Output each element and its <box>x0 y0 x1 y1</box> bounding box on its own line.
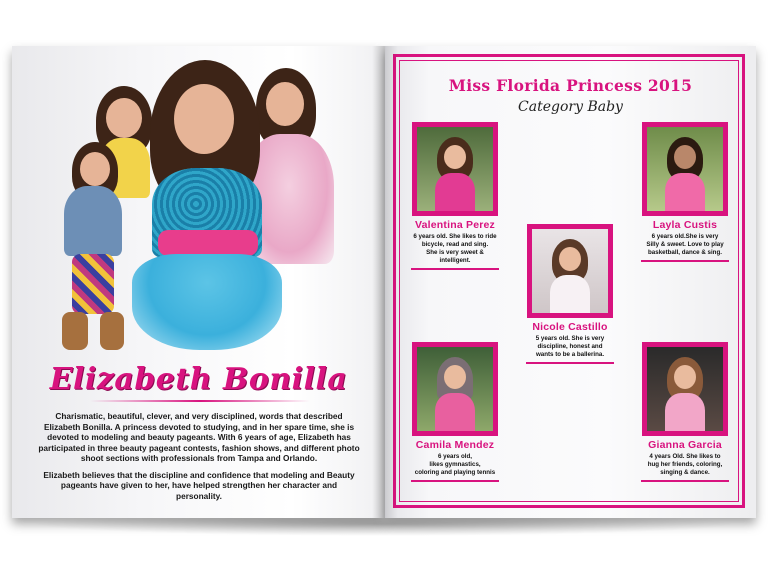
card-underline <box>641 260 729 262</box>
contestant-description: 5 years old. She is very discipline, honest and wants to be a ballerina. <box>535 335 605 358</box>
contestant-photo <box>642 122 728 216</box>
featured-bio <box>38 411 360 507</box>
photo-girl-center <box>122 60 292 360</box>
card-underline <box>641 480 729 482</box>
contestant-description: 4 years Old. She likes to hug her friends, coloring, singing & dance. <box>647 453 723 476</box>
magazine-spread <box>12 46 756 518</box>
book-spine <box>372 46 398 518</box>
contestant-name: Valentina Perez <box>414 219 496 231</box>
contestant-description: 6 years old.She is very Silly & sweet. Love to play basketball, dance & sing. <box>646 233 724 256</box>
bio-paragraph: Elizabeth believes that the discipline and confidence that modeling and Beauty pageants have given to her, have helped strengthen her character and personality. <box>43 469 355 501</box>
contestant-card-valentina <box>411 122 499 270</box>
contestant-photo <box>412 342 498 436</box>
contestant-description: 6 years old, likes gymnastics, coloring and playing tennis <box>414 453 496 476</box>
contestant-card-layla <box>641 122 729 262</box>
right-page <box>385 46 756 518</box>
contestant-name: Nicole Castillo <box>532 321 608 333</box>
featured-name: Elizabeth Bonilla <box>49 362 348 397</box>
card-underline <box>526 362 614 364</box>
left-page <box>12 46 385 518</box>
card-underline <box>411 268 499 270</box>
contestant-description: 6 years old. She likes to ride bicycle, read and sing. She is very sweet & intelligent. <box>413 233 497 264</box>
card-underline <box>411 480 499 482</box>
contestant-photo <box>642 342 728 436</box>
category-subtitle: Category Baby <box>518 99 623 115</box>
bio-paragraph: Charismatic, beautiful, clever, and very disciplined, words that described Elizabeth Bonilla. A princess devoted to studying, and in her spare time, she is devoted to modeling and beauty pageants. With 6 years of age, Elizabeth has participated in three beauty pageant contests, fashion shows, and different photo shoot sections with professionals from Tampa and Orlando. <box>38 411 360 463</box>
contestant-photo <box>412 122 498 216</box>
contestant-name: Layla Custis <box>652 219 718 231</box>
name-underline <box>90 400 310 402</box>
contestant-name: Gianna Garcia <box>648 439 722 451</box>
contestant-card-nicole <box>526 224 614 364</box>
contestant-photo <box>527 224 613 318</box>
contestant-card-gianna <box>641 342 729 482</box>
contestant-card-camila <box>411 342 499 482</box>
pageant-title: Miss Florida Princess 2015 <box>448 76 693 95</box>
contestant-name: Camila Mendez <box>415 439 495 451</box>
